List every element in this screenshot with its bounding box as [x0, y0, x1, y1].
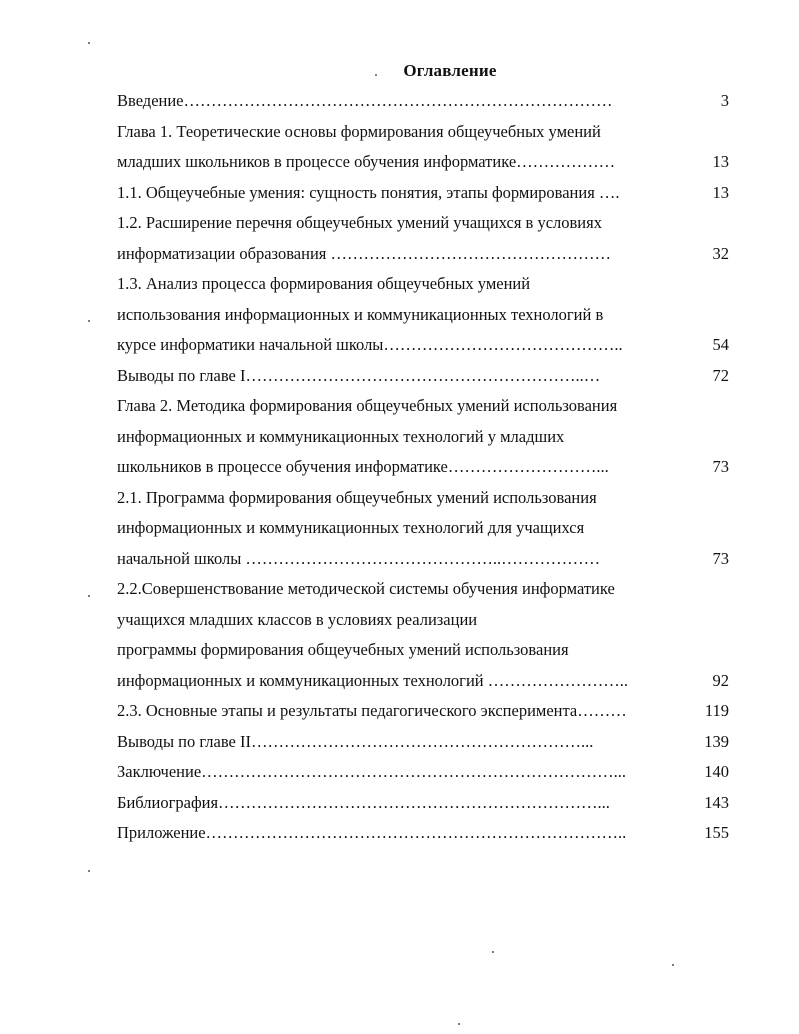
scan-speck	[458, 1023, 460, 1025]
table-of-contents	[117, 86, 737, 849]
toc-page-number: 72	[712, 365, 729, 385]
toc-entry	[117, 483, 737, 514]
toc-entry-continuation	[117, 300, 737, 331]
toc-entry-text: Введение……………………………………………………………………	[117, 91, 613, 110]
toc-page-number: 139	[704, 731, 729, 751]
toc-entry	[117, 727, 737, 758]
toc-entry-text: 2.2.Совершенствование методической системы обучения информатике	[117, 579, 615, 598]
toc-entry-text: 1.2. Расширение перечня общеучебных умений учащихся в условиях	[117, 213, 602, 232]
page-title: Оглавление	[403, 61, 497, 80]
toc-entry	[117, 391, 737, 422]
toc-entry-text: информационных и коммуникационных технологий для учащихся	[117, 518, 585, 537]
toc-entry-text: учащихся младших классов в условиях реализации	[117, 609, 478, 629]
toc-page-number: 143	[704, 792, 729, 812]
toc-entry-text: 2.3. Основные этапы и результаты педагогического эксперимента………	[117, 701, 627, 720]
toc-entry	[117, 269, 737, 300]
toc-page-number: 54	[712, 335, 729, 354]
toc-entry	[117, 208, 737, 239]
scan-speck	[88, 320, 90, 322]
toc-entry-text: начальной школы ………………………………………..………………	[117, 548, 601, 568]
toc-entry	[117, 178, 737, 209]
toc-entry-continuation	[117, 239, 737, 270]
scan-speck	[88, 42, 90, 44]
toc-entry-text: 2.1. Программа формирования общеучебных умений использования	[117, 487, 597, 507]
toc-page-number: 92	[712, 670, 729, 690]
toc-page-number: 140	[704, 762, 729, 781]
toc-entry	[117, 696, 737, 727]
toc-entry-text: 1.3. Анализ процесса формирования общеучебных умений	[117, 274, 531, 293]
toc-page-number: 13	[712, 152, 729, 171]
toc-entry-continuation	[117, 452, 737, 483]
toc-entry	[117, 757, 737, 788]
toc-entry-continuation	[117, 635, 737, 666]
toc-entry-text: Глава 1. Теоретические основы формирования общеучебных умений	[117, 121, 601, 141]
toc-page-number: 13	[712, 182, 729, 202]
scan-speck	[492, 951, 494, 953]
toc-entry-text: Библиография……………………………………………………………...	[117, 792, 610, 812]
toc-entry-text: Выводы по главе I……………………………………………………..…	[117, 365, 601, 385]
scan-speck	[88, 870, 90, 872]
toc-entry-text: использования информационных и коммуникационных технологий в	[117, 304, 604, 324]
toc-entry	[117, 361, 737, 392]
toc-entry	[117, 574, 737, 605]
toc-entry-text: информационных и коммуникационных технологий у младших	[117, 426, 565, 446]
toc-entry-text: информатизации образования ……………………………………………	[117, 243, 611, 263]
toc-entry-continuation	[117, 422, 737, 453]
toc-entry-text: 1.1. Общеучебные умения: сущность понятия, этапы формирования ….	[117, 182, 620, 202]
toc-entry-continuation	[117, 330, 737, 361]
toc-page-number: 73	[712, 457, 729, 476]
toc-entry-text: Заключение…………………………………………………………………...	[117, 762, 627, 781]
toc-entry-continuation	[117, 544, 737, 575]
toc-entry-continuation	[117, 147, 737, 178]
toc-page-number: 3	[720, 91, 729, 110]
scan-speck	[88, 595, 90, 597]
toc-entry-text: младших школьников в процессе обучения информатике………………	[117, 152, 616, 171]
toc-entry-text: Выводы по главе II……………………………………………………...	[117, 731, 594, 751]
toc-entry-text: Глава 2. Методика формирования общеучебных умений использования	[117, 396, 618, 415]
toc-entry-text: школьников в процессе обучения информатике………………………...	[117, 457, 609, 476]
toc-entry	[117, 818, 737, 849]
toc-entry-continuation	[117, 605, 737, 636]
toc-page-number: 73	[712, 548, 729, 568]
toc-entry	[117, 788, 737, 819]
toc-page-number: 119	[704, 701, 729, 720]
toc-entry-text: Приложение…………………………………………………………………..	[117, 823, 627, 842]
toc-entry	[117, 86, 737, 117]
toc-entry-continuation	[117, 513, 737, 544]
toc-entry-text: информационных и коммуникационных технологий ……………………..	[117, 670, 628, 690]
toc-entry	[117, 117, 737, 148]
toc-entry-continuation	[117, 666, 737, 697]
toc-page-number: 155	[704, 823, 729, 842]
toc-entry-text: курсе информатики начальной школы……………………………………..	[117, 335, 623, 354]
toc-page-number: 32	[712, 243, 729, 263]
scan-speck	[672, 964, 674, 966]
scan-speck	[375, 74, 377, 76]
toc-entry-text: программы формирования общеучебных умений использования	[117, 640, 569, 659]
